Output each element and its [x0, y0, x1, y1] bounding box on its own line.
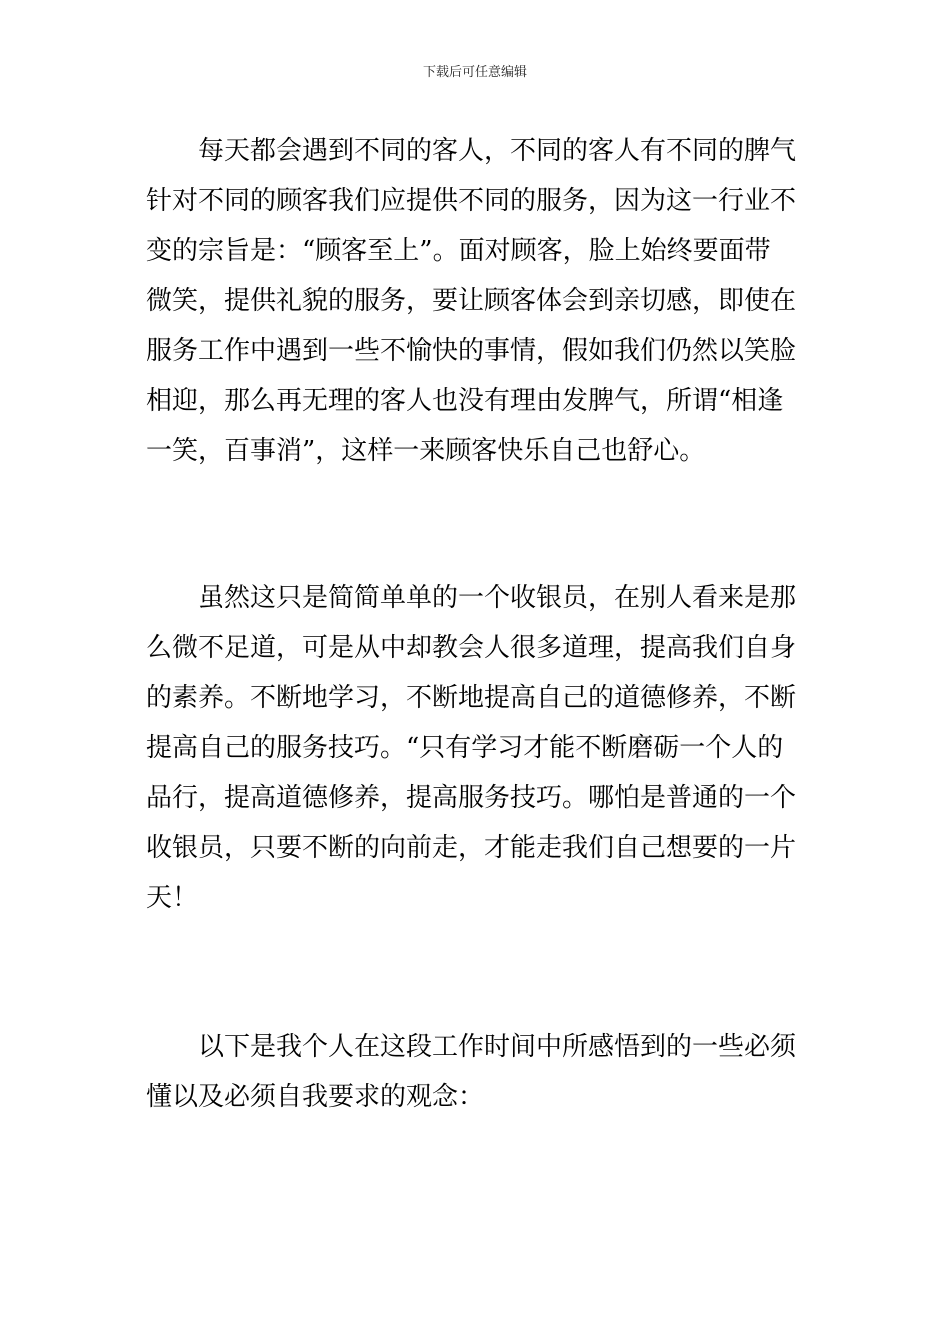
page-header: 下载后可任意编辑 [422, 65, 527, 80]
paragraph-line: 变的宗旨是：“顾客至上”。面对顾客，脸上始终要面带 [146, 236, 771, 266]
paragraph-line: 懂以及必须自我要求的观念： [146, 1082, 485, 1112]
paragraph-line: 的素养。不断地学习，不断地提高自己的道德修养，不断 [146, 683, 797, 713]
paragraph-line: 收银员，只要不断的向前走，才能走我们自己想要的一片 [146, 833, 797, 863]
paragraph-customer-service [146, 126, 806, 476]
paragraph-line: 一笑，百事消”，这样一来顾客快乐自己也舒心。 [146, 436, 706, 466]
paragraph-line: 微笑，提供礼貌的服务，要让顾客体会到亲切感，即使在 [146, 286, 797, 316]
paragraph-line: 每天都会遇到不同的客人，不同的客人有不同的脾气 [198, 136, 797, 166]
paragraph-line: 相迎，那么再无理的客人也没有理由发脾气，所谓“相逢 [146, 386, 784, 416]
paragraph-line: 针对不同的顾客我们应提供不同的服务，因为这一行业不 [146, 186, 797, 216]
paragraph-personal-insights [146, 1022, 806, 1122]
paragraph-line: 品行，提高道德修养，提高服务技巧。哪怕是普通的一个 [146, 783, 797, 813]
paragraph-line: 虽然这只是简简单单的一个收银员，在别人看来是那 [198, 583, 797, 613]
paragraph-line: 服务工作中遇到一些不愉快的事情，假如我们仍然以笑脸 [146, 336, 797, 366]
paragraph-line: 提高自己的服务技巧。“只有学习才能不断磨砺一个人的 [146, 733, 784, 763]
paragraph-line: 天！ [146, 883, 199, 913]
paragraph-line: 么微不足道，可是从中却教会人很多道理，提高我们自身 [146, 633, 797, 663]
paragraph-cashier-learning [146, 573, 806, 923]
paragraph-line: 以下是我个人在这段工作时间中所感悟到的一些必须 [198, 1032, 797, 1062]
